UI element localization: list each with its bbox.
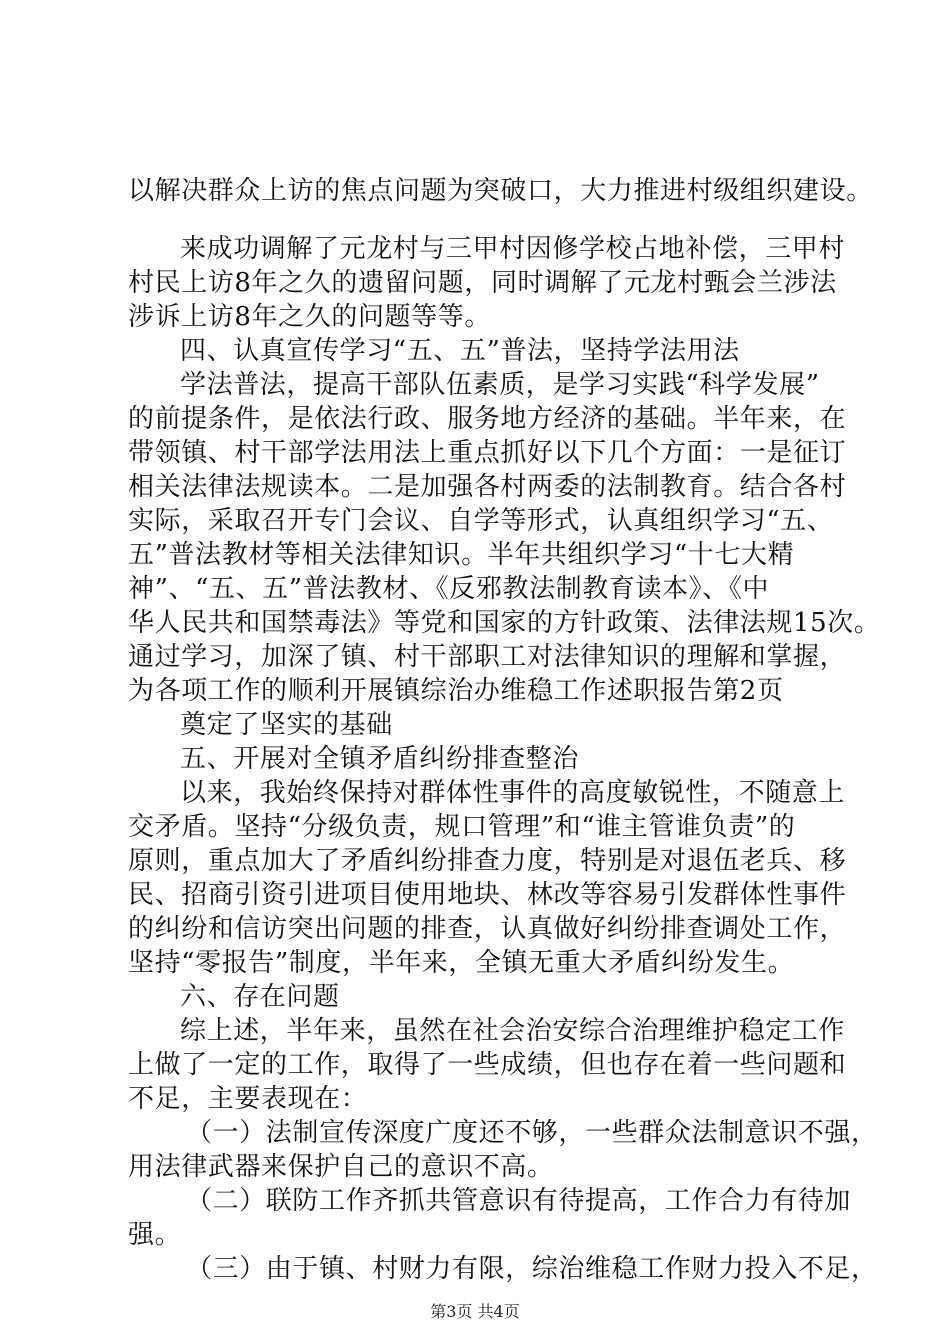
section-heading: 六、存在问题 bbox=[180, 982, 340, 1012]
text-line: 不足，主要表现在： bbox=[128, 1084, 368, 1114]
text-line: 村民上访8年之久的遗留问题，同时调解了元龙村甄会兰涉法 bbox=[128, 268, 837, 298]
text-line: 交矛盾。坚持“分级负责，规口管理”和“谁主管谁负责”的 bbox=[128, 812, 796, 842]
list-item: （二）联防工作齐抓共管意识有待提高，工作合力有待加 bbox=[186, 1186, 852, 1216]
text-line: 奠定了坚实的基础 bbox=[180, 710, 393, 740]
text-line: 实际，采取召开专门会议、自学等形式，认真组织学习“五、 bbox=[128, 506, 834, 536]
text-line: 为各项工作的顺利开展镇综治办维稳工作述职报告第2页 bbox=[128, 676, 784, 706]
paragraph-body bbox=[128, 232, 881, 1286]
text-line: 民、招商引资引进项目使用地块、林改等容易引发群体性事件 bbox=[128, 880, 847, 910]
text-line: 涉诉上访8年之久的问题等等。 bbox=[128, 302, 491, 332]
section-heading: 四、认真宣传学习“五、五”普法，坚持学法用法 bbox=[180, 336, 740, 366]
text-line: 以解决群众上访的焦点问题为突破口，大力推进村级组织建设。 bbox=[128, 176, 873, 206]
text-line: 上做了一定的工作，取得了一些成绩，但也存在着一些问题和 bbox=[128, 1050, 847, 1080]
text-line: 带领镇、村干部学法用法上重点抓好以下几个方面：一是征订 bbox=[128, 438, 847, 468]
text-line: 的前提条件，是依法行政、服务地方经济的基础。半年来，在 bbox=[128, 404, 847, 434]
text-line: 五”普法教材等相关法律知识。半年共组织学习“十七大精 bbox=[128, 540, 795, 570]
text-line: 强。 bbox=[128, 1220, 182, 1250]
text-line: 综上述，半年来，虽然在社会治安综合治理维护稳定工作 bbox=[180, 1016, 846, 1046]
text-line: 坚持“零报告”制度，半年来，全镇无重大矛盾纠纷发生。 bbox=[128, 948, 795, 978]
text-line: 神”、“五、五”普法教材、《反邪教法制教育读本》、《中 bbox=[128, 574, 770, 604]
text-line: 通过学习，加深了镇、村干部职工对法律知识的理解和掌握， bbox=[128, 642, 847, 672]
list-item: （三）由于镇、村财力有限，综治维稳工作财力投入不足， bbox=[186, 1254, 878, 1284]
text-line: 华人民共和国禁毒法》等党和国家的方针政策、法律法规15次。 bbox=[128, 608, 881, 638]
text-line: 相关法律法规读本。二是加强各村两委的法制教育。结合各村 bbox=[128, 472, 847, 502]
text-line: 原则，重点加大了矛盾纠纷排查力度，特别是对退伍老兵、移 bbox=[128, 846, 847, 876]
list-item: （一）法制宣传深度广度还不够，一些群众法制意识不强， bbox=[186, 1118, 878, 1148]
text-line: 学法普法，提高干部队伍素质，是学习实践“科学发展” bbox=[180, 370, 820, 400]
paragraph-top bbox=[128, 174, 873, 208]
page-footer: 第3页 共4页 bbox=[430, 1302, 520, 1321]
section-heading: 五、开展对全镇矛盾纠纷排查整治 bbox=[180, 744, 580, 774]
text-line: 的纠纷和信访突出问题的排查，认真做好纠纷排查调处工作， bbox=[128, 914, 847, 944]
text-line: 以来，我始终保持对群体性事件的高度敏锐性，不随意上 bbox=[180, 778, 846, 808]
text-line: 来成功调解了元龙村与三甲村因修学校占地补偿，三甲村 bbox=[180, 234, 846, 264]
text-line: 用法律武器来保护自己的意识不高。 bbox=[128, 1152, 554, 1182]
